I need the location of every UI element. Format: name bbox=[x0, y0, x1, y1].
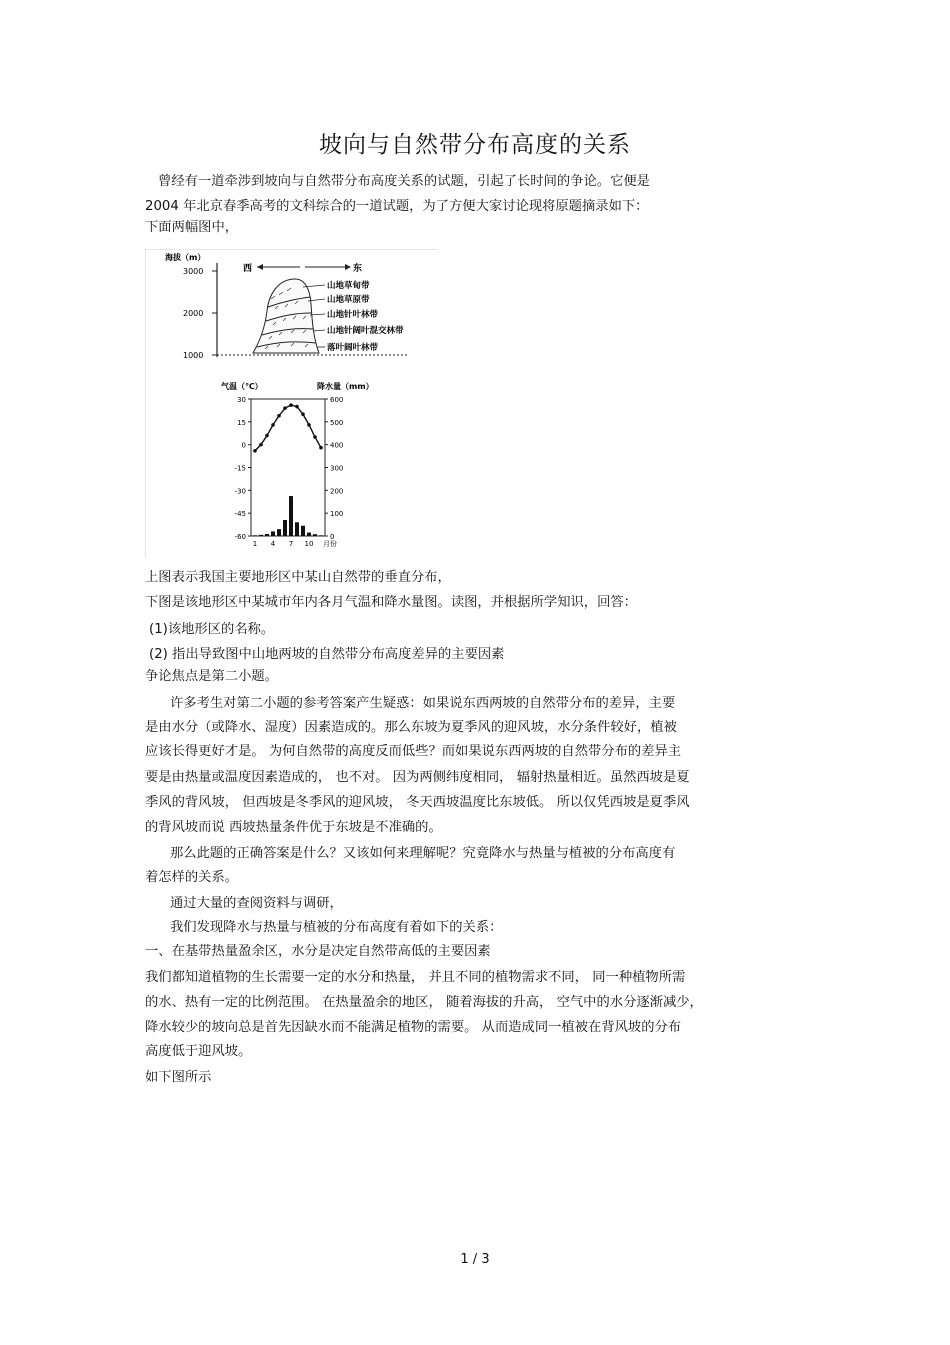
paragraph-line: 我们发现降水与热量与植被的分布高度有着如下的关系： bbox=[170, 920, 503, 935]
precip-bar bbox=[295, 522, 299, 536]
page-number: 1 / 3 bbox=[460, 1252, 490, 1267]
paragraph-line: 应该长得更好才是。 为何自然带的高度反而低些？而如果说东西两坡的自然带分布的差异主 bbox=[145, 744, 682, 759]
paragraph-line: 的水、热有一定的比例范围。 在热量盈余的地区， 随着海拔的升高， 空气中的水分逐渐减少， bbox=[145, 995, 703, 1010]
precip-bar bbox=[277, 529, 281, 536]
west-label: 西 bbox=[243, 264, 253, 274]
temp-axis-label: 气温（℃） bbox=[221, 382, 263, 391]
zone-label: 山地草甸带 bbox=[327, 281, 370, 291]
zone-label: 山地针叶林带 bbox=[327, 310, 379, 320]
precip-tick-label: 300 bbox=[330, 464, 344, 473]
temp-tick-label: 15 bbox=[237, 418, 246, 427]
month-unit-label: 月份 bbox=[323, 540, 337, 548]
precip-bar bbox=[307, 533, 311, 536]
page-title: 坡向与自然带分布高度的关系 bbox=[319, 132, 631, 158]
paragraph-line: 是由水分（或降水、湿度）因素造成的。那么东坡为夏季风的迎风坡，水分条件较好，植被 bbox=[145, 720, 677, 735]
paragraph-line: 许多考生对第二小题的参考答案产生疑惑：如果说东西两坡的自然带分布的差异，主要 bbox=[170, 696, 676, 711]
paragraph-line: 降水较少的坡向总是首先因缺水而不能满足植物的需要。 从而造成同一植被在背风坡的分布 bbox=[145, 1020, 682, 1035]
precip-bar bbox=[253, 535, 257, 536]
temperature-point bbox=[283, 406, 287, 410]
precip-tick-label: 0 bbox=[330, 533, 335, 541]
paragraph-line: 高度低于迎风坡。 bbox=[145, 1044, 252, 1059]
temperature-point bbox=[277, 414, 281, 418]
precip-axis-label: 降水量（mm） bbox=[317, 382, 374, 391]
paragraph-line: 2004 年北京春季高考的文科综合的一道试题，为了方便大家讨论现将原题摘录如下： bbox=[145, 199, 649, 214]
precip-bar bbox=[313, 534, 317, 536]
paragraph-line: 上图表示我国主要地形区中某山自然带的垂直分布， bbox=[145, 570, 451, 585]
precip-tick-label: 600 bbox=[330, 396, 344, 404]
paragraph-line: 我们都知道植物的生长需要一定的水分和热量， 并且不同的植物需求不同， 同一种植物所需 bbox=[145, 970, 686, 985]
month-tick-label: 1 bbox=[252, 540, 258, 548]
precip-tick-label: 500 bbox=[330, 418, 344, 427]
altitude-tick: 2000 bbox=[183, 309, 204, 318]
temperature-point bbox=[301, 412, 305, 416]
paragraph-line: 那么此题的正确答案是什么？又该如何来理解呢？究竟降水与热量与植被的分布高度有 bbox=[170, 846, 676, 861]
altitude-tick: 3000 bbox=[183, 267, 204, 276]
temperature-point bbox=[307, 423, 311, 427]
month-tick-label: 7 bbox=[288, 540, 294, 548]
paragraph-line: (2) 指出导致图中山地两坡的自然带分布高度差异的主要因素 bbox=[149, 647, 505, 662]
paragraph-line: 要是由热量或温度因素造成的， 也不对。 因为两侧纬度相同， 辐射热量相近。虽然西坡是夏 bbox=[145, 770, 690, 785]
paragraph-line: 通过大量的查阅资料与调研， bbox=[170, 896, 343, 911]
paragraph-line: 的背风坡而说 西坡热量条件优于东坡是不准确的。 bbox=[145, 820, 442, 835]
temperature-point bbox=[259, 443, 263, 447]
precip-tick-label: 100 bbox=[330, 510, 344, 519]
precip-tick-label: 200 bbox=[330, 487, 344, 496]
temperature-point bbox=[313, 435, 317, 439]
precip-bar bbox=[265, 534, 269, 536]
month-tick-label: 4 bbox=[270, 540, 276, 548]
paragraph-line: 着怎样的关系。 bbox=[145, 870, 239, 885]
precip-bar bbox=[259, 535, 263, 536]
temperature-point bbox=[289, 403, 293, 407]
precip-bar bbox=[319, 535, 323, 536]
zone-label: 山地针阔叶混交林带 bbox=[327, 326, 404, 336]
paragraph-line: (1)该地形区的名称。 bbox=[149, 622, 275, 637]
temperature-point bbox=[265, 434, 269, 438]
paragraph-line: 如下图所示 bbox=[145, 1070, 212, 1085]
temp-tick-label: 30 bbox=[237, 396, 246, 404]
zone-label: 山地草原带 bbox=[327, 295, 370, 305]
zone-label: 落叶阔叶林带 bbox=[327, 343, 379, 353]
paragraph-line: 下图是该地形区中某城市年内各月气温和降水量图。读图，并根据所学知识，回答： bbox=[145, 595, 637, 610]
paragraph-line: 季风的背风坡， 但西坡是冬季风的迎风坡， 冬天西坡温度比东坡低。 所以仅凭西坡是夏季风 bbox=[145, 795, 690, 810]
temp-tick-label: -15 bbox=[234, 464, 246, 473]
temperature-point bbox=[319, 446, 323, 450]
paragraph-line: 争论焦点是第二小题。 bbox=[145, 669, 278, 684]
altitude-tick: 1000 bbox=[183, 351, 204, 360]
paragraph-line: 曾经有一道牵涉到坡向与自然带分布高度关系的试题，引起了长时间的争论。它便是 bbox=[158, 174, 650, 189]
temp-tick-label: -60 bbox=[234, 533, 246, 541]
paragraph-line: 下面两幅图中， bbox=[145, 220, 239, 235]
altitude-axis-label: 海拔（m） bbox=[165, 253, 206, 262]
east-label: 东 bbox=[353, 264, 363, 274]
section-heading: 一、在基带热量盈余区，水分是决定自然带高低的主要因素 bbox=[145, 944, 491, 959]
precip-bar bbox=[301, 526, 305, 536]
precip-tick-label: 400 bbox=[330, 441, 344, 450]
temperature-point bbox=[253, 449, 257, 453]
temp-tick-label: -45 bbox=[234, 510, 246, 519]
temp-tick-label: 0 bbox=[241, 441, 246, 450]
precip-bar bbox=[271, 531, 275, 536]
temperature-point bbox=[295, 405, 299, 409]
month-tick-label: 10 bbox=[304, 540, 314, 548]
precip-bar bbox=[289, 496, 293, 536]
figure-diagram bbox=[145, 249, 437, 558]
precip-bar bbox=[283, 520, 287, 536]
temperature-point bbox=[271, 423, 275, 427]
temp-tick-label: -30 bbox=[234, 487, 246, 496]
